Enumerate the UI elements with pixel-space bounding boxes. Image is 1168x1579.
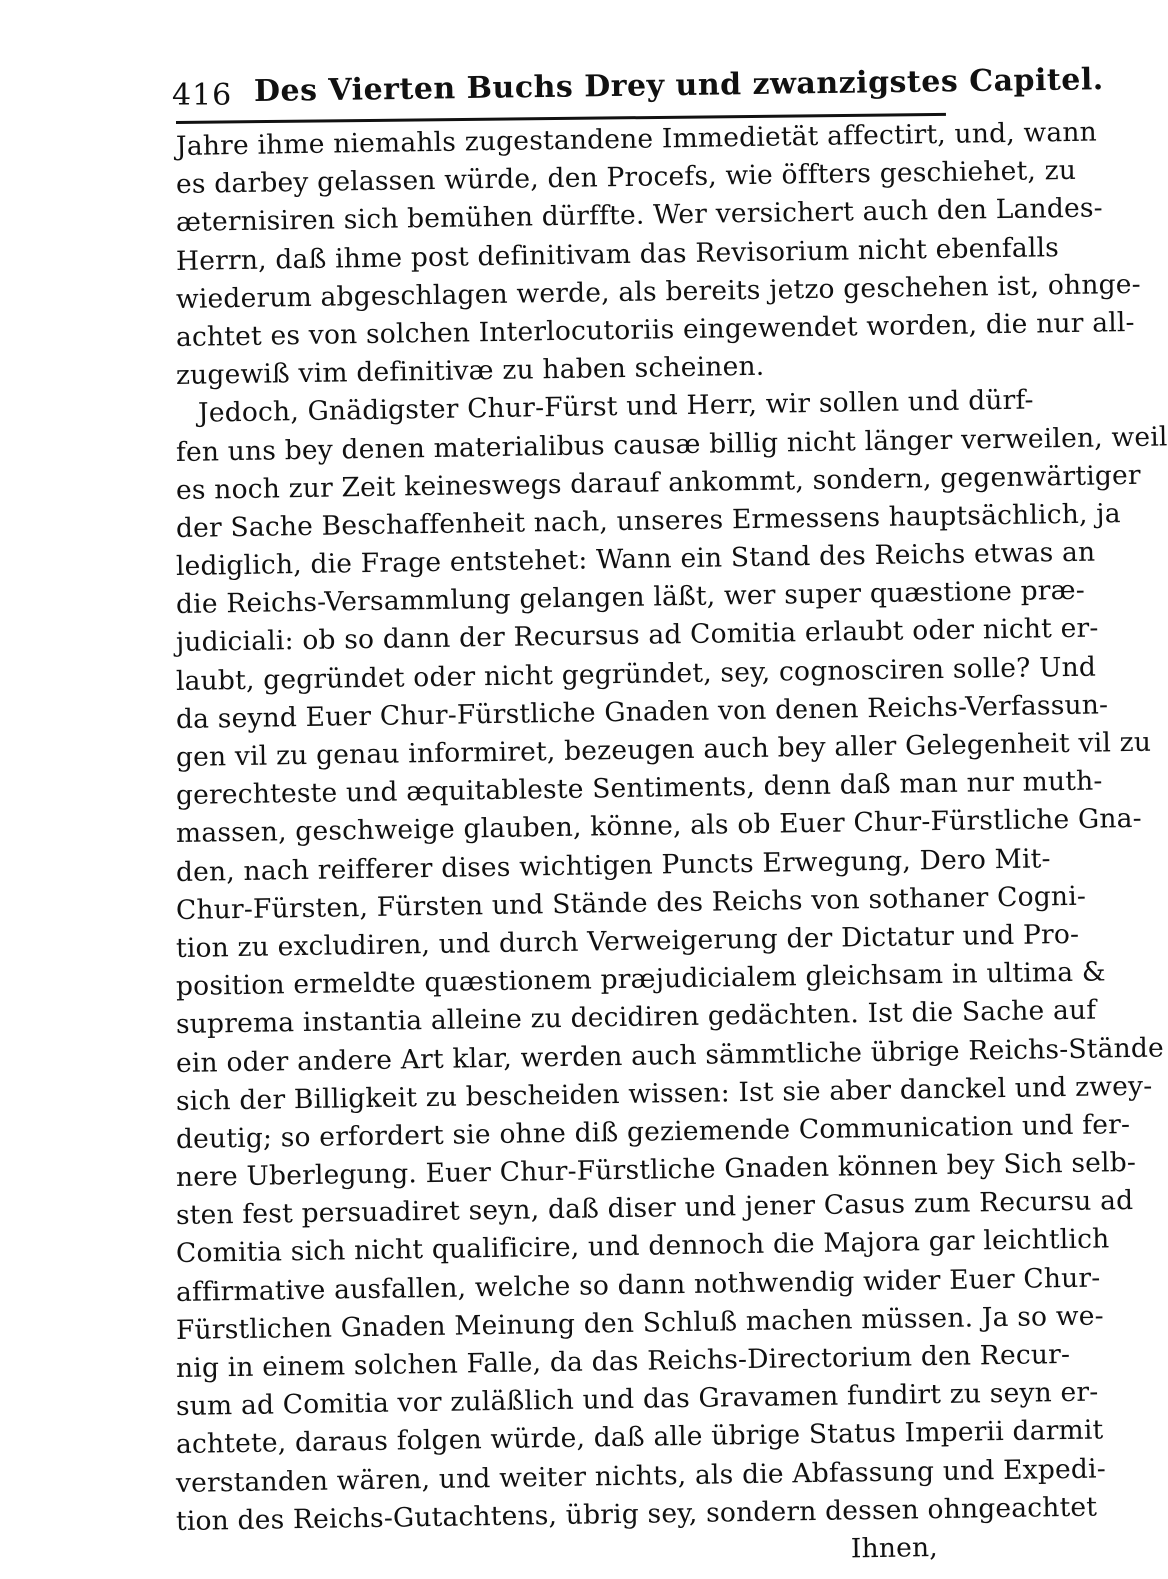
text-line: Comitia sich nicht qualificire, und dennoch die Majora gar leichtlich: [175, 1223, 1110, 1270]
text-line: der Sache Beschaffenheit nach, unseres Ermessens hauptsächlich, ja: [175, 498, 1121, 544]
text-line: sten fest persuadiret seyn, daß diser und jener Casus zum Recursu ad: [175, 1185, 1134, 1232]
paragraph-start-line: Jedoch, Gnädigster Chur-Fürst und Herr, wir sollen und dürf-: [197, 384, 1034, 429]
text-line: Herrn, daß ihme post definitivam das Revisorium nicht ebenfalls: [175, 231, 1060, 277]
text-line: laubt, gegründet oder nicht gegründet, sey, cognosciren solle? Und: [175, 651, 1097, 697]
text-line: position ermeldte quæstionem præjudicialem gleichsam in ultima &: [175, 956, 1106, 1003]
text-line: ein oder andere Art klar, werden auch sämmtliche übrige Reichs-Stände: [175, 1031, 1165, 1079]
text-line: Fürstlichen Gnaden Meinung den Schluß machen müssen. Ja so we-: [175, 1300, 1104, 1346]
text-line: fen uns bey denen materialibus causæ billig nicht länger verweilen, weil: [175, 420, 1168, 468]
catchword: Ihnen,: [850, 1531, 939, 1565]
text-line: nere Uberlegung. Euer Chur-Fürstliche Gnaden können bey Sich selb-: [175, 1146, 1137, 1194]
text-line: tion zu excludiren, und durch Verweigerung der Dictatur und Pro-: [175, 918, 1080, 964]
text-line: sich der Billigkeit zu bescheiden wissen: Ist sie aber danckel und zwey-: [175, 1070, 1153, 1117]
text-line: deutig; so erfordert sie ohne diß geziemende Communication und fer-: [175, 1108, 1131, 1155]
text-line: achtete, daraus folgen würde, daß alle übrige Status Imperii darmit: [175, 1414, 1104, 1461]
text-line: sum ad Comitia vor zuläßlich und das Gravamen fundirt zu seyn er-: [175, 1376, 1099, 1423]
text-line: zugewiß vim definitivæ zu haben scheinen.: [175, 350, 765, 392]
text-line: Jahre ihme niemahls zugestandene Immedietät affectirt, und, wann: [175, 116, 1098, 162]
text-line: Chur-Fürsten, Fürsten und Stände des Reichs von sothaner Cogni-: [175, 880, 1087, 926]
text-line: gen vil zu genau informiret, bezeugen auch bey aller Gelegenheit vil zu: [175, 726, 1152, 773]
text-line: affirmative ausfallen, welche so dann nothwendig wider Euer Chur-: [175, 1262, 1101, 1308]
text-line: suprema instantia alleine zu decidiren gedächten. Ist die Sache auf: [175, 994, 1097, 1041]
body-text: [175, 116, 1168, 1579]
text-line: es noch zur Zeit keineswegs darauf ankommt, sondern, gegenwärtiger: [175, 459, 1142, 506]
text-line: wiederum abgeschlagen werde, als bereits jetzo geschehen ist, ohnge-: [175, 268, 1142, 315]
text-line: æternisiren sich bemühen dürffte. Wer versichert auch den Landes-: [175, 192, 1104, 239]
text-line: es darbey gelassen würde, den Procefs, wie öffters geschiehet, zu: [175, 155, 1077, 201]
text-line: verstanden wären, und weiter nichts, als die Abfassung und Expedi-: [175, 1452, 1107, 1499]
text-line: da seynd Euer Chur-Fürstliche Gnaden von denen Reichs-Verfassun-: [175, 689, 1109, 735]
page-number: 416: [172, 78, 233, 113]
text-line: den, nach reifferer dises wichtigen Puncts Erwegung, Dero Mit-: [175, 842, 1051, 888]
text-line: gerechteste und æquitableste Sentiments, denn daß man nur muth-: [175, 765, 1103, 812]
text-line: achtet es von solchen Interlocutoriis eingewendet worden, die nur all-: [175, 306, 1135, 353]
text-line: die Reichs-Versammlung gelangen läßt, wer super quæstione præ-: [175, 574, 1086, 621]
text-line: massen, geschweige glauben, könne, als ob Euer Chur-Fürstliche Gna-: [175, 803, 1143, 850]
text-line: tion des Reichs-Gutachtens, übrig sey, sondern dessen ohngeachtet: [175, 1491, 1098, 1537]
text-line: nig in einem solchen Falle, da das Reichs-Directorium den Recur-: [175, 1338, 1071, 1384]
running-title: Des Vierten Buchs Drey und zwanzigstes Capitel.: [253, 62, 1104, 109]
page-header: [172, 62, 1104, 120]
text-line: lediglich, die Frage entstehet: Wann ein Stand des Reichs etwas an: [175, 536, 1096, 583]
text-line: judiciali: ob so dann der Recursus ad Comitia erlaubt oder nicht er-: [175, 612, 1099, 659]
